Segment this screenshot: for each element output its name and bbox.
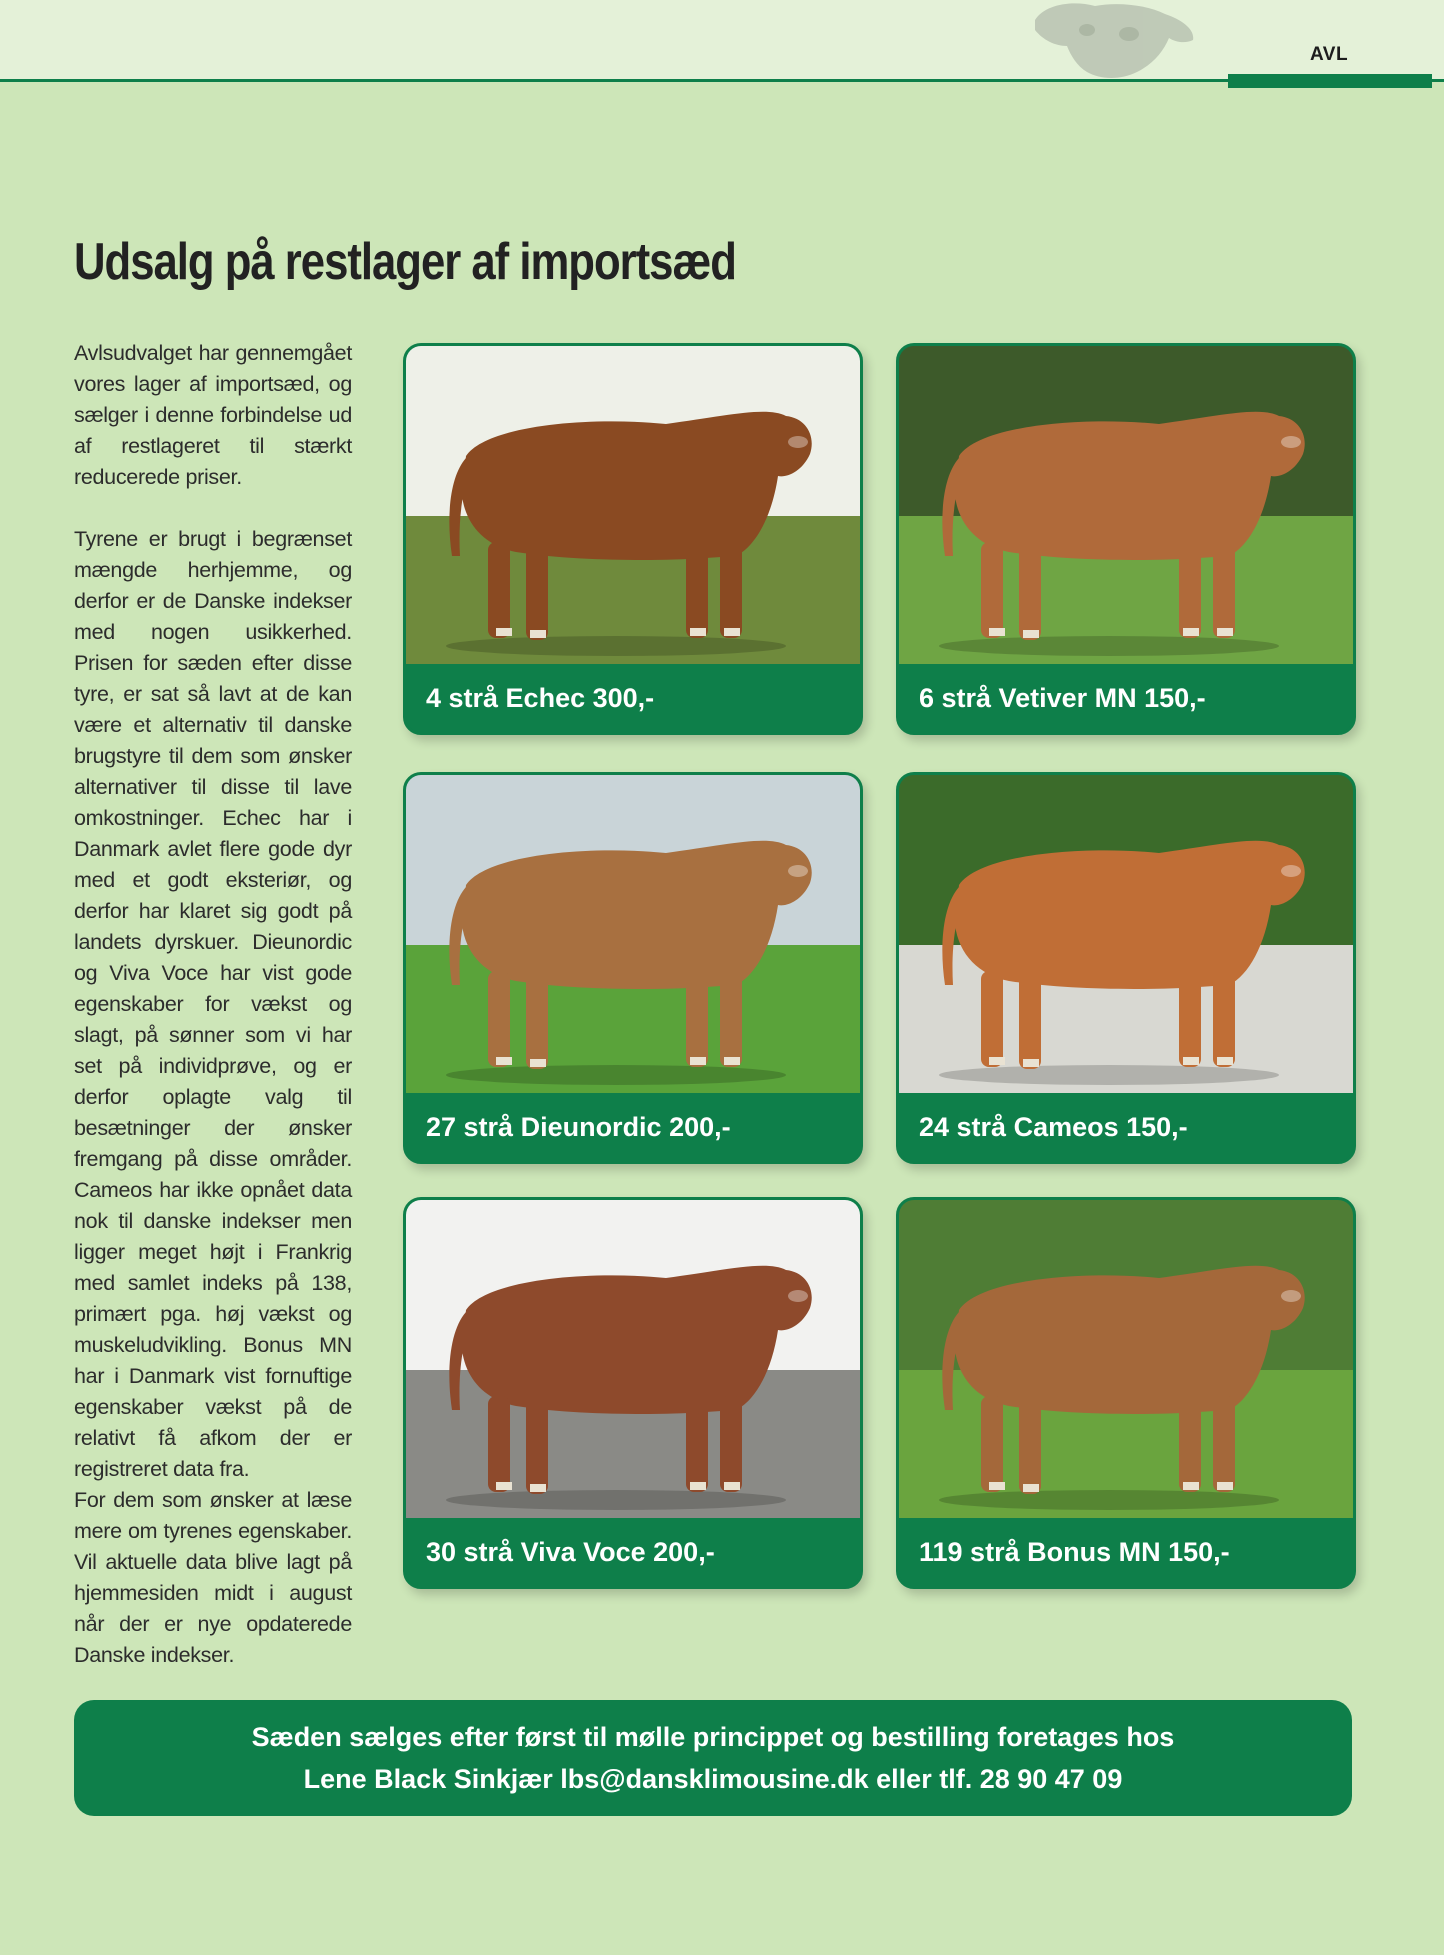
bull-card xyxy=(403,343,863,735)
article-title: Udsalg på restlager af importsæd xyxy=(74,233,736,291)
bull-photo xyxy=(899,775,1353,1093)
header-band xyxy=(0,0,1444,80)
bull-card xyxy=(403,772,863,1164)
bull-photo xyxy=(406,775,860,1093)
contact-line-1: Sæden sælges efter først til mølle princippet og bestilling foretages hos xyxy=(251,1722,1175,1752)
contact-info-box xyxy=(74,1700,1352,1816)
article-body xyxy=(74,338,352,1671)
bull-card xyxy=(403,1197,863,1589)
bull-card xyxy=(896,772,1356,1164)
bull-photo xyxy=(899,1200,1353,1518)
bull-caption: 27 strå Dieunordic 200,- xyxy=(426,1111,731,1142)
section-label: AVL xyxy=(1310,44,1349,65)
bull-photo xyxy=(899,346,1353,664)
section-tab-bar xyxy=(1228,74,1432,88)
bull-photo xyxy=(406,346,860,664)
cow-head-logo-icon xyxy=(1025,0,1205,82)
bull-card xyxy=(896,1197,1356,1589)
bull-caption: 4 strå Echec 300,- xyxy=(426,682,655,713)
bull-photo xyxy=(406,1200,860,1518)
bull-caption: 24 strå Cameos 150,- xyxy=(919,1111,1188,1142)
bull-card xyxy=(896,343,1356,735)
more-info-paragraph: For dem som ønsker at læse mere om tyrenes egenskaber. Vil aktuelle data blive lagt på hjemmesiden midt i august når der er nye opdaterede Danske indekser. xyxy=(74,1488,352,1667)
intro-paragraph: Avlsudvalget har gennemgået vores lager af importsæd, og sælger i denne forbindelse ud af restlageret til stærkt reducerede priser. xyxy=(74,341,352,489)
bull-caption: 6 strå Vetiver MN 150,- xyxy=(919,682,1206,713)
details-paragraph: Tyrene er brugt i begrænset mængde herhjemme, og derfor er de Danske indekser med nogen usikkerhed. Prisen for sæden efter disse tyre, er sat så lavt at de kan være et alternativ til danske brugstyre til dem som ønsker alternativer til disse til lave omkostninger. Echec har i Danmark avlet flere gode dyr med et godt eksteriør, og derfor har klaret sig godt på landets dyrskuer. Dieunordic og Viva Voce har vist gode egenskaber for vækst og slagt, på sønner som vi har set på individprøve, og er derfor oplagte valg til besætninger der ønsker fremgang på disse områder. Cameos har ikke opnået data nok til danske indekser men ligger meget højt i Frankrig med samlet indeks på 138, primært pga. høj vækst og muskeludvikling. Bonus MN har i Danmark vist fornuftige egenskaber vækst på de relativt få afkom der er registreret data fra. xyxy=(74,527,352,1481)
bull-caption: 119 strå Bonus MN 150,- xyxy=(919,1536,1230,1567)
bull-caption: 30 strå Viva Voce 200,- xyxy=(426,1536,715,1567)
contact-line-2: Lene Black Sinkjær lbs@dansklimousine.dk eller tlf. 28 90 47 09 xyxy=(303,1764,1123,1794)
